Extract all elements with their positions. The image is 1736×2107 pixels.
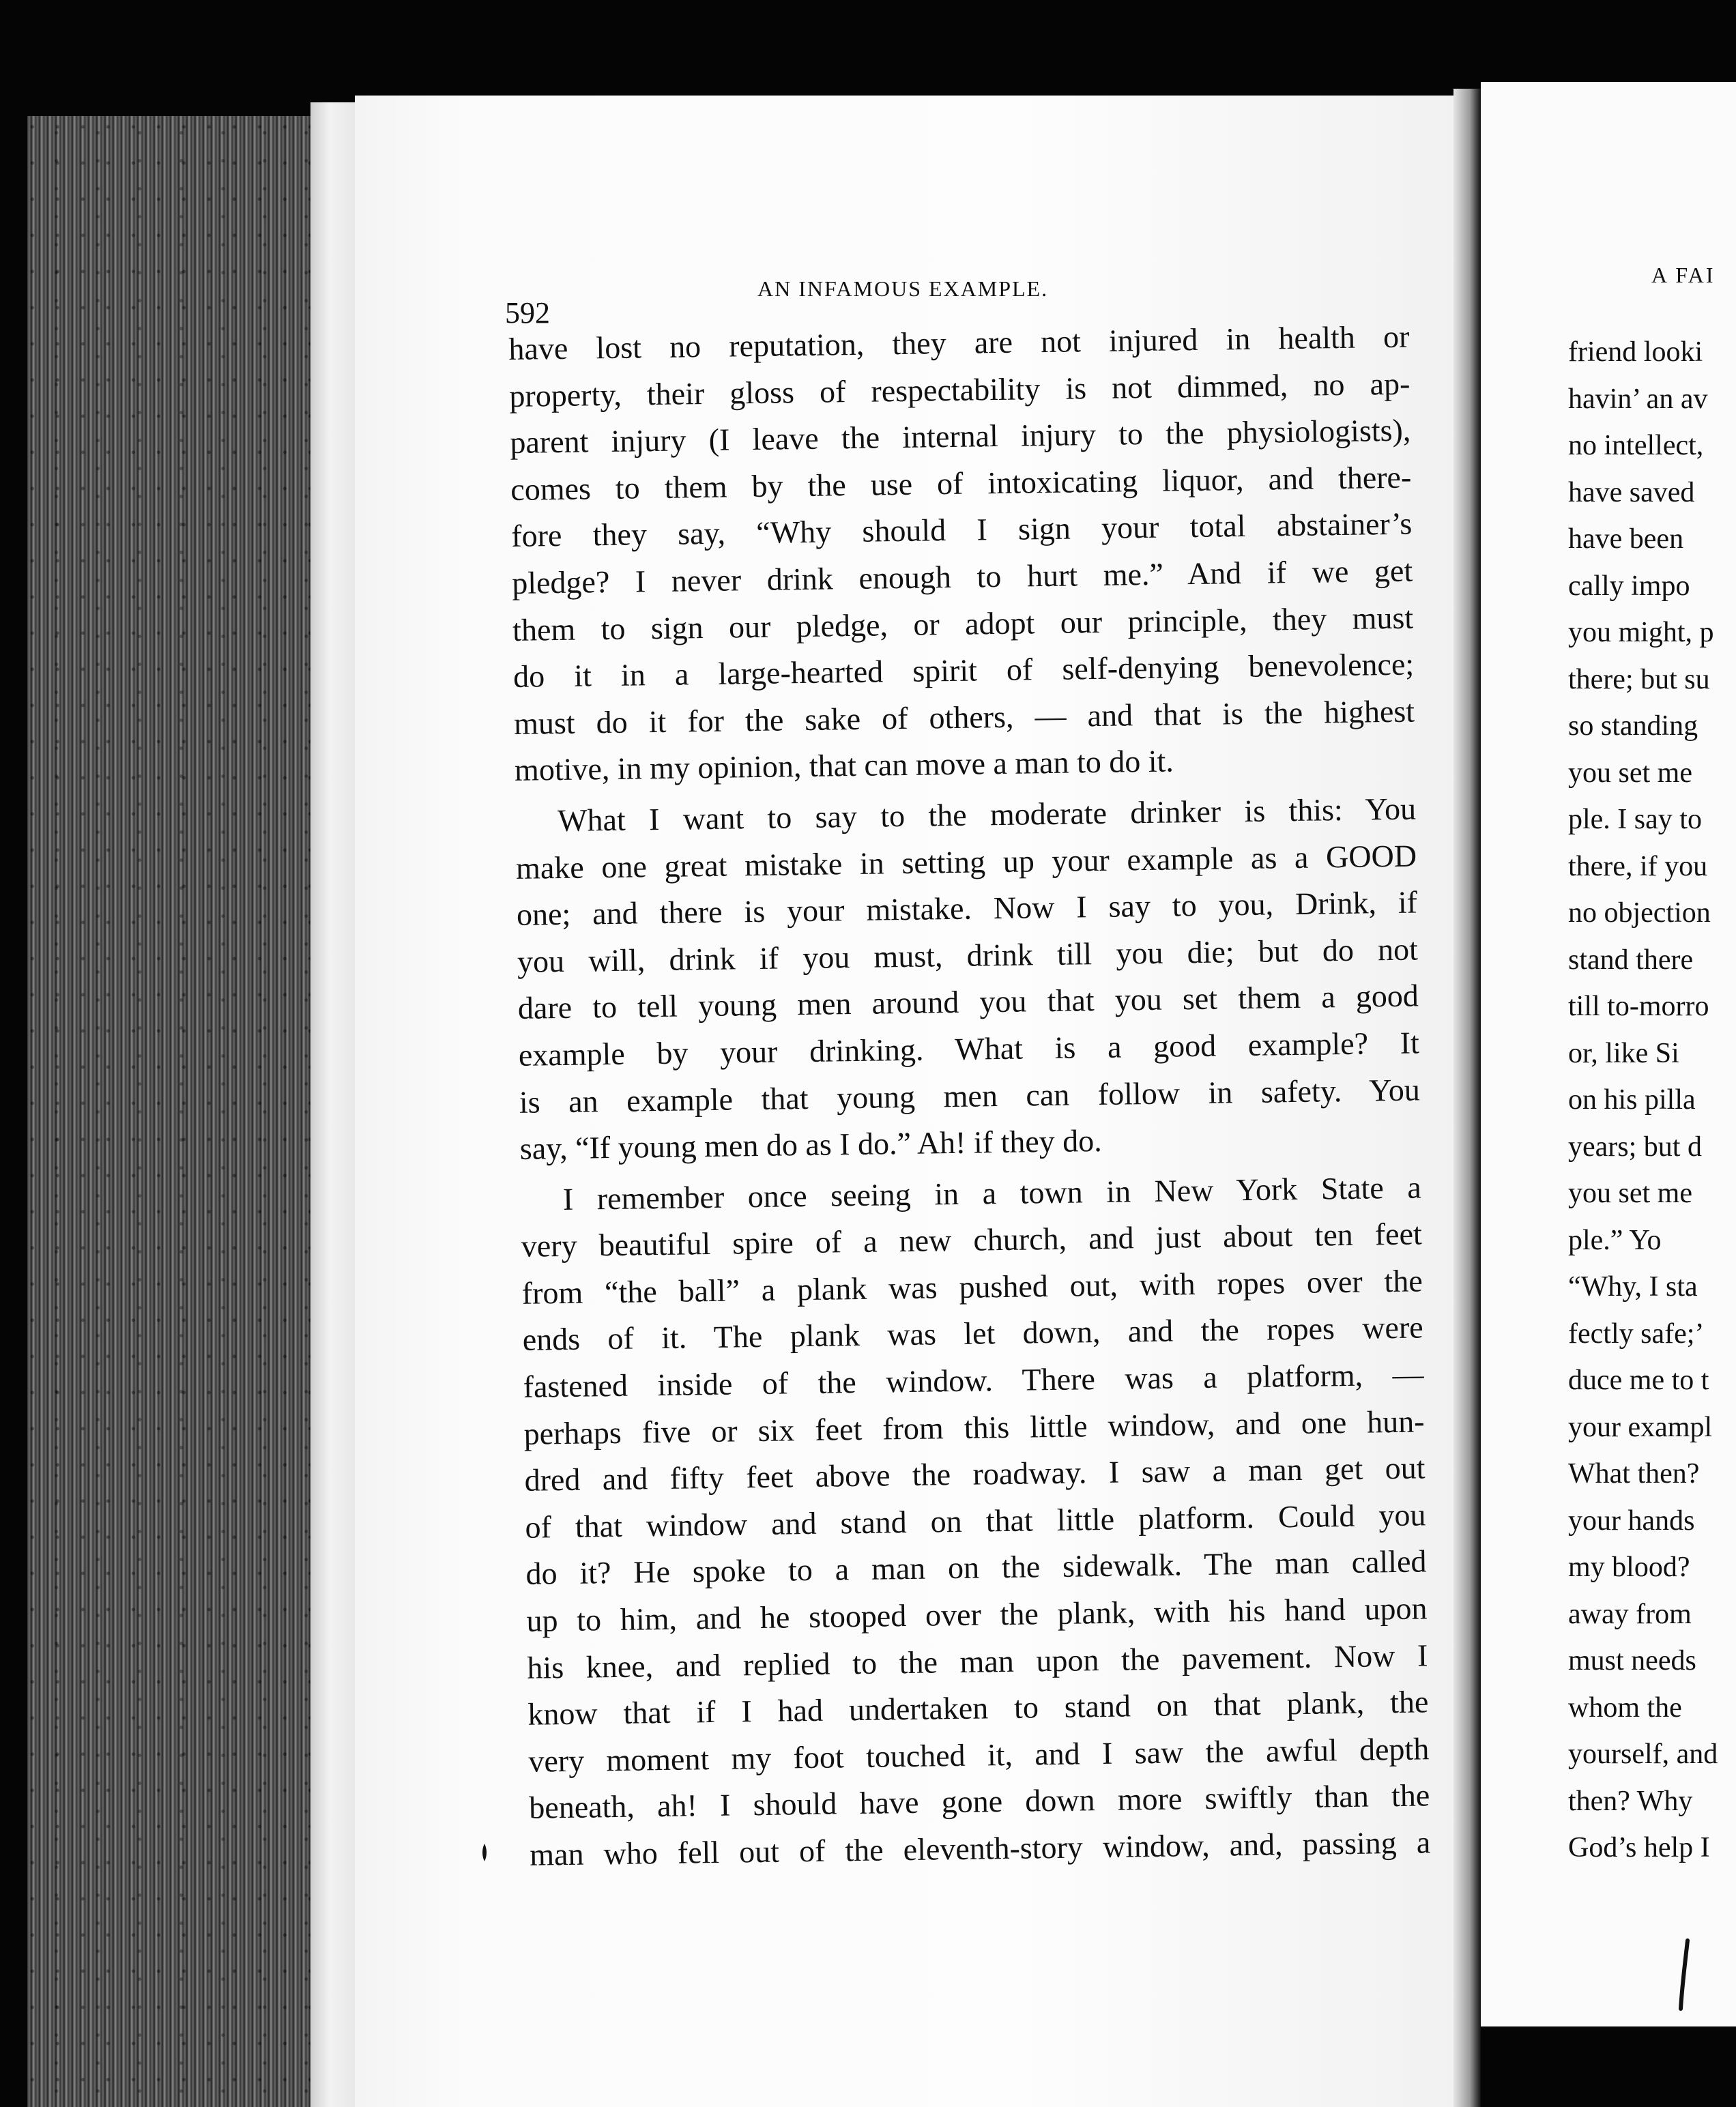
pencil-mark-icon bbox=[1675, 1938, 1696, 2013]
text-line: fore they say, “Why should I sign your total abstainer’s bbox=[510, 506, 1413, 554]
text-line: my blood? bbox=[1568, 1552, 1690, 1583]
paragraph-start-line: What I want to say to the moderate drinker is this: You bbox=[557, 791, 1417, 838]
text-line: one; and there is your mistake. Now I say to you, Drink, if bbox=[516, 884, 1418, 933]
text-line: ends of it. The plank was let down, and the ropes were bbox=[522, 1309, 1423, 1358]
right-page-body bbox=[1568, 329, 1736, 1872]
text-line: there; but su bbox=[1568, 663, 1710, 695]
text-line: comes to them by the use of intoxicating liquor, and there- bbox=[510, 459, 1412, 507]
text-line: stand there bbox=[1568, 944, 1694, 976]
text-line: havin’ an av bbox=[1568, 383, 1708, 415]
ink-spot-icon bbox=[478, 1842, 491, 1863]
running-head: AN INFAMOUS EXAMPLE. bbox=[757, 276, 1049, 301]
text-line: is an example that young men can follow in safety. You bbox=[519, 1071, 1421, 1120]
text-line: ple. I say to bbox=[1568, 804, 1702, 835]
text-line: dred and fifty feet above the roadway. I saw a man get out bbox=[524, 1450, 1426, 1498]
text-line: “Why, I sta bbox=[1568, 1271, 1698, 1303]
text-line: dare to tell young men around you that you set them a good bbox=[517, 978, 1419, 1026]
text-line: very beautiful spire of a new church, and just about ten feet bbox=[521, 1216, 1423, 1264]
text-line: there, if you bbox=[1568, 850, 1708, 882]
text-line: or, like Si bbox=[1568, 1037, 1679, 1069]
text-line: have saved bbox=[1568, 476, 1695, 508]
text-line: from “the ball” a plank was pushed out, with ropes over the bbox=[521, 1263, 1423, 1311]
text-line: friend looki bbox=[1568, 336, 1703, 368]
text-line: must needs bbox=[1568, 1645, 1696, 1676]
text-line: pledge? I never drink enough to hurt me.” And if we get bbox=[511, 553, 1413, 600]
text-line: cally impo bbox=[1568, 570, 1690, 602]
text-line: property, their gloss of respectability is not dimmed, no ap- bbox=[509, 366, 1410, 413]
text-line: duce me to t bbox=[1568, 1365, 1709, 1396]
text-line: you will, drink if you must, drink till you die; but do not bbox=[517, 931, 1419, 979]
text-line: do it? He spoke to a man on the sidewalk. The man called bbox=[525, 1543, 1427, 1592]
text-line: your exampl bbox=[1568, 1411, 1713, 1443]
text-line: motive, in my opinion, that can move a man to do it. bbox=[514, 743, 1174, 788]
text-line: no intellect, bbox=[1568, 430, 1704, 461]
text-line: ple.” Yo bbox=[1568, 1224, 1662, 1256]
text-line: What then? bbox=[1568, 1458, 1700, 1490]
text-line: his knee, and replied to the man upon the pavement. Now I bbox=[527, 1638, 1428, 1685]
paragraph-start-line: I remember once seeing in a town in New York State a bbox=[562, 1169, 1422, 1217]
text-line: of that window and stand on that little platform. Could you bbox=[525, 1497, 1426, 1545]
text-line: them to sign our pledge, or adopt our principle, they must bbox=[512, 600, 1414, 648]
book-page-edges bbox=[27, 116, 314, 2107]
text-line: know that if I had undertaken to stand on that plank, the bbox=[527, 1684, 1429, 1732]
text-line: make one great mistake in setting up your example as a GOOD bbox=[515, 838, 1417, 886]
text-line: whom the bbox=[1568, 1691, 1682, 1724]
text-line: beneath, ah! I should have gone down more swiftly than the bbox=[528, 1777, 1430, 1826]
text-line: no objection bbox=[1568, 897, 1711, 929]
text-line: then? Why bbox=[1568, 1785, 1693, 1817]
text-line: have been bbox=[1568, 523, 1684, 555]
text-line: say, “If young men do as I do.” Ah! if they do. bbox=[519, 1123, 1103, 1166]
right-running-head: A FAI bbox=[1651, 263, 1716, 287]
text-line: must do it for the sake of others, — and that is the highest bbox=[513, 693, 1415, 741]
text-line: you might, p bbox=[1568, 617, 1714, 648]
page-edge-strip bbox=[310, 102, 358, 2107]
text-line: fectly safe;’ bbox=[1568, 1318, 1705, 1350]
text-line: parent injury (I leave the internal injury to the physiologists), bbox=[510, 412, 1411, 461]
text-line: away from bbox=[1568, 1598, 1692, 1630]
text-line: perhaps five or six feet from this little window, and one hun- bbox=[523, 1404, 1425, 1451]
text-line: man who fell out of the eleventh-story window, and, passing a bbox=[529, 1825, 1431, 1872]
text-line: your hands bbox=[1568, 1505, 1695, 1537]
text-line: fastened inside of the window. There was a platform, — bbox=[523, 1356, 1424, 1404]
text-line: very moment my foot touched it, and I saw the awful depth bbox=[528, 1731, 1430, 1779]
text-line: yourself, and bbox=[1568, 1739, 1718, 1770]
text-line: till to-morro bbox=[1568, 991, 1709, 1022]
text-line: so standing bbox=[1568, 710, 1698, 742]
left-page-body bbox=[508, 314, 1431, 1879]
text-line: you set me bbox=[1568, 1178, 1692, 1209]
text-line: have lost no reputation, they are not injured in health or bbox=[508, 319, 1410, 366]
text-line: on his pilla bbox=[1568, 1084, 1696, 1116]
text-line: do it in a large-hearted spirit of self-denying benevolence; bbox=[512, 646, 1415, 695]
book-gutter bbox=[1453, 89, 1481, 2107]
text-line: years; but d bbox=[1568, 1131, 1702, 1163]
text-line: God’s help I bbox=[1568, 1832, 1710, 1863]
text-line: you set me bbox=[1568, 757, 1692, 789]
page-number: 592 bbox=[505, 296, 550, 330]
text-line: up to him, and he stooped over the plank, with his hand upon bbox=[526, 1590, 1428, 1638]
text-line: example by your drinking. What is a good example? It bbox=[518, 1025, 1420, 1073]
